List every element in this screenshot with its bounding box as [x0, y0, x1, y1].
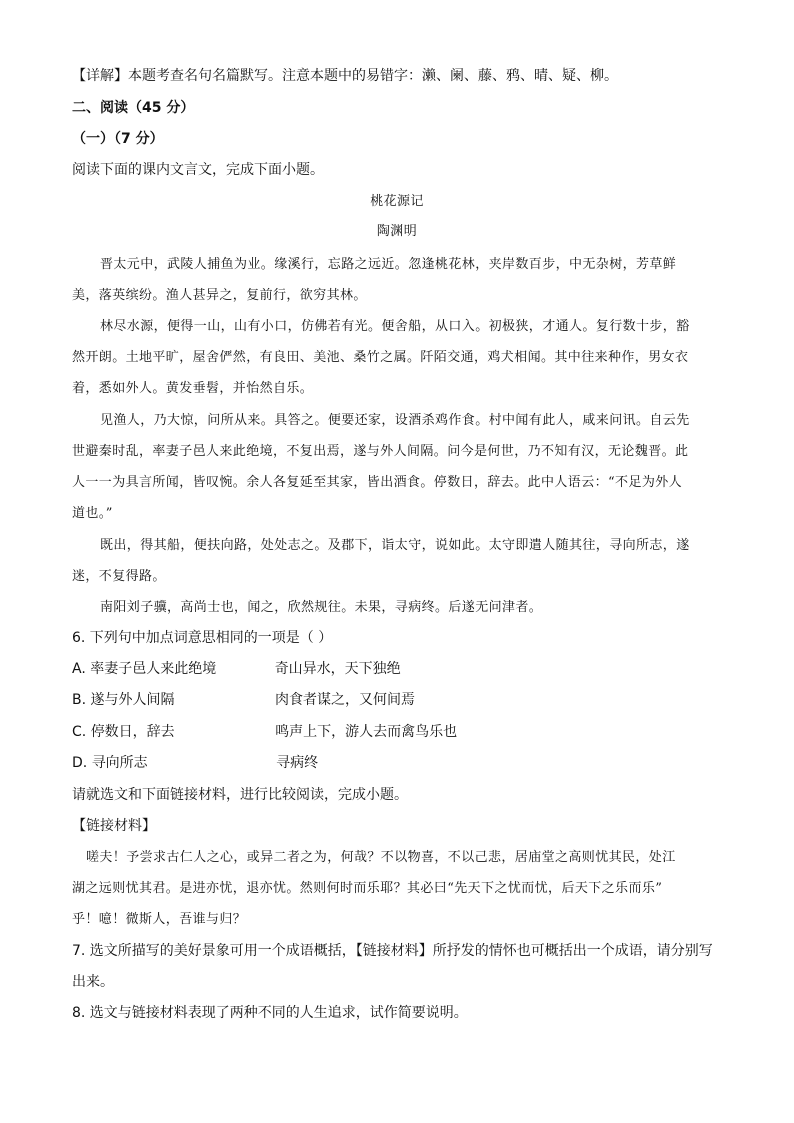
passage-line: 世避秦时乱，率妻子邑人来此绝境，不复出焉，遂与外人间隔。问今是何世，乃不知有汉，无论魏晋。此 [72, 444, 689, 459]
question-8: 8. 选文与链接材料表现了两种不同的人生追求，试作简要说明。 [72, 1005, 468, 1021]
option-label: D. [72, 755, 88, 771]
passage-title: 桃花源记 [370, 194, 424, 209]
option-sentence-1: 率妻子邑人来此绝境 [90, 661, 217, 677]
passage-line: 着，悉如外人。黄发垂髫，并怡然自乐。 [72, 381, 314, 396]
question-7-line: 出来。 [72, 974, 114, 990]
option-sentence-2: 寻病终 [276, 755, 319, 771]
q6-option-c [72, 722, 457, 742]
option-label: C. [72, 724, 87, 740]
subsection-title: （一）（7 分） [72, 131, 164, 147]
option-label: B. [72, 692, 87, 708]
passage-line: 迷，不复得路。 [72, 569, 166, 584]
option-label: A. [72, 661, 86, 677]
option-sentence-1: 寻向所志 [91, 755, 148, 771]
question-7-line: 7. 选文所描写的美好景象可用一个成语概括，【链接材料】所抒发的情怀也可概括出一个成语，请分别写 [72, 943, 713, 959]
passage-line: 然开朗。土地平旷，屋舍俨然，有良田、美池、桑竹之属。阡陌交通，鸡犬相闻。其中往来种作，男女衣 [72, 350, 689, 365]
link-material-line: 嗟夫！予尝求古仁人之心，或异二者之为，何哉？不以物喜，不以己悲，居庙堂之高则忧其民，处江 [86, 850, 676, 865]
link-material-title: 【链接材料】 [72, 818, 156, 834]
passage-line: 林尽水源，便得一山，山有小口，仿佛若有光。便舍船，从口入。初极狭，才通人。复行数十步，豁 [100, 319, 690, 334]
q6-option-a [72, 659, 401, 679]
passage-line: 晋太元中，武陵人捕鱼为业。缘溪行，忘路之远近。忽逢桃花林，夹岸数百步，中无杂树，芳草鲜 [100, 257, 677, 272]
question-6-stem: 6. 下列句中加点词意思相同的一项是（ ） [72, 630, 333, 646]
passage-line: 道也。” [72, 506, 113, 521]
link-material-line: 湖之远则忧其君。是进亦忧，退亦忧。然则何时而乐耶？其必曰“先天下之忧而忧，后天下之乐而乐” [72, 881, 663, 896]
option-sentence-2: 奇山异水，天下独绝 [274, 661, 401, 677]
passage-line: 见渔人，乃大惊，问所从来。具答之。便要还家，设酒杀鸡作食。村中闻有此人，咸来问讯。自云先 [100, 413, 690, 428]
passage-line: 人一一为具言所闻，皆叹惋。余人各复延至其家，皆出酒食。停数日，辞去。此中人语云：“不足为外人 [72, 475, 683, 490]
section-title: 二、阅读（45 分） [72, 100, 195, 116]
passage-line: 美，落英缤纷。渔人甚异之，复前行，欲穷其林。 [72, 288, 367, 303]
option-sentence-1: 停数日，辞去 [90, 724, 175, 740]
passage-line: 既出，得其船，便扶向路，处处志之。及郡下，诣太守，说如此。太守即遣人随其往，寻向所志，遂 [100, 538, 690, 553]
option-sentence-2: 肉食者谋之，又何间焉 [274, 692, 415, 708]
q6-option-b [72, 690, 415, 710]
answer-explanation: 【详解】本题考查名句名篇默写。注意本题中的易错字：濑、阑、藤、鸦、晴、疑、柳。 [72, 68, 618, 84]
option-sentence-2: 鸣声上下，游人去而禽鸟乐也 [275, 724, 458, 740]
passage-author: 陶渊明 [376, 224, 418, 239]
reading-instruction: 阅读下面的课内文言文，完成下面小题。 [72, 162, 324, 178]
q6-option-d [72, 753, 318, 773]
passage-line: 南阳刘子骥，高尚士也，闻之，欣然规往。未果，寻病终。后遂无问津者。 [100, 600, 543, 615]
link-material-line: 乎！噫！微斯人，吾谁与归？ [72, 912, 247, 927]
comparison-instruction: 请就选文和下面链接材料，进行比较阅读，完成小题。 [72, 787, 408, 803]
option-sentence-1: 遂与外人间隔 [90, 692, 175, 708]
